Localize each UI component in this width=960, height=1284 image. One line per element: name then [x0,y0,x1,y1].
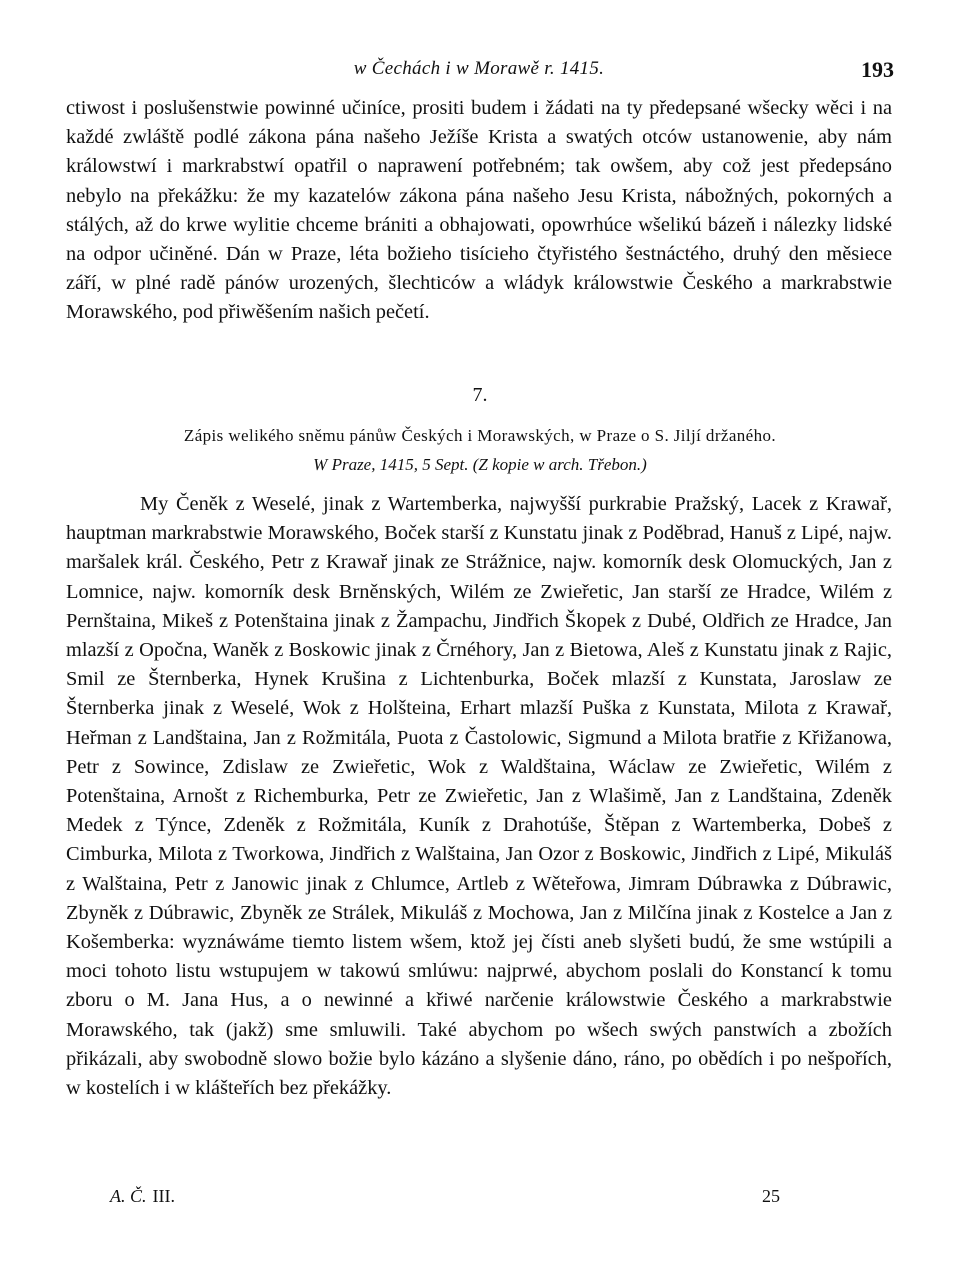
paragraph-continued-text: ctiwost i poslušenstwie powinné učiníce, prositi budem i žádati na ty předepsané wšecky wěci i na každé zwláště podlé zákona pána našeho Ježíše Krista a swatých otców ustanowenie, aby nám králowstwí i markrabstwí opatřil o naprawení potřebném; tak owšem, aby což jest předepsáno nebylo na překážku: že my kazatelów zákona pána našeho Jesu Krista, nábožných, pokorných a stálých, až do krwe wylitie chceme brániti a obhajowati, opowrhúce wšelikú bázeň i nálezky lidské na odpor učiněné. Dán w Praze, léta božieho tisícieho čtyřistého šestnáctého, druhý den měsiece září, w plné radě pánów urozených, šlechticów a wládyk králowstwie Českého a markrabstwie Morawského, pod přiwěšením našich pečetí. [66,97,892,324]
page-footer [110,1186,780,1212]
document-source-note: W Praze, 1415, 5 Sept. (Z kopie w arch. Třebon.) [313,455,647,474]
signature-letters: A. Č. [110,1186,147,1206]
signature-mark [110,1186,175,1207]
section-number: 7. [472,384,488,406]
paragraph-document-text: My Čeněk z Weselé, jinak z Wartemberka, najwyšší purkrabie Pražský, Lacek z Krawař, hauptman markrabstwie Morawského, Boček starší z Kunstatu jinak z Poděbrad, Hanuš z Lipé, najw. maršalek král. Českého, Petr z Krawař jinak ze Strážnice, najw. komorník desk Olomuckých, Jan z Lomnice, najw. komorník desk Brněnských, Wilém ze Zwieřetic, Jan starší ze Hradce, Wilém z Pernštaina, Mikeš z Potenštaina jinak z Žampachu, Jindřich Škopek z Dubé, Oldřich ze Hradce, Jan mlazší z Opočna, Waněk z Boskowic jinak z Črnéhory, Jan z Bietowa, Aleš z Kunstatu jinak z Rajic, Smil ze Šternberka, Hynek Krušina z Lichtenburka, Boček mlazší z Kunstata, Jaroslaw ze Šternberka jinak z Weselé, Wok z Holšteina, Erhart mlazší Puška z Kunstata, Milota z Krawař, Heřman z Landštaina, Jan z Rožmitála, Puota z Častolowic, Sigmund a Milota bratřie z Křižanowa, Petr z Sowince, Zdislaw ze Zwieřetic, Wok z Waldštaina, Wáclaw ze Zwieřetic, Wilém z Potenštaina, Arnošt z Richemburka, Petr ze Zwieřetic, Jan z Wlašimě, Jan z Landštaina, Zdeněk Medek z Týnce, Zdeněk z Rožmitála, Kuník z Drahotúše, Štěpan z Wartemberka, Dobeš z Cimburka, Milota z Tworkowa, Jindřich z Walštaina, Jan Ozor z Boskowic, Jindřich z Lipé, Mikuláš z Walštaina, Petr z Janowic jinak z Chlumce, Artleb z Wěteřowa, Jimram Dúbrawka z Dúbrawic, Zbyněk z Dúbrawic, Zbyněk ze Strálek, Mikuláš z Mochowa, Jan z Milčína jinak z Kostelce a Jan z Košemberka: wyznáwáme tiemto listem wšem, ktož jej čísti aneb slyšeti budú, že sme wstúpili a moci tohoto listu wstupujem w takowú smlúwu: najprwé, abychom poslali do Konstancí k tomu zboru o M. Jana Hus, a o newinné a křiwé narčenie králowstwie Českého a markrabstwie Morawského, tak (jakž) sme smluwili. Také abychom po wšech swých panstwích a zbožích přikázali, aby swobodně slowo božie bylo kázáno a slyšenie dáno, ráno, po obědích i po nešpořích, w kostelích i w klášteřích bez překážky. [66,493,892,1100]
running-title: w Čechách i w Morawě r. 1415. [353,58,605,79]
sheet-number: 25 [762,1186,780,1206]
page-number: 193 [861,57,894,82]
page-header [64,58,894,92]
volume-number: III. [152,1186,175,1206]
document-title: Zápis welikého sněmu pánůw Českých i Morawských, w Praze o S. Jiljí držaného. [183,426,777,445]
